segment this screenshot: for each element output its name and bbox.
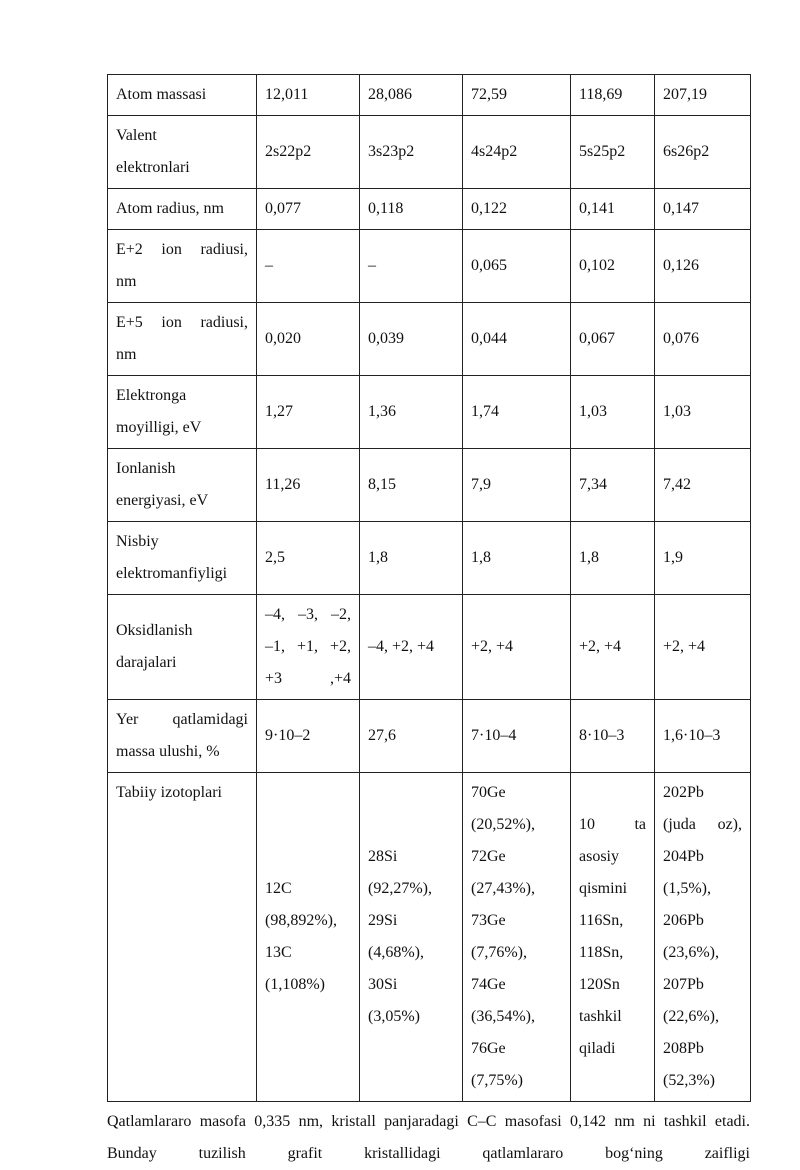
- cell-line: qiladi: [579, 1040, 616, 1057]
- cell-line: 28Si: [368, 848, 398, 865]
- cell-value: 1,8: [360, 522, 463, 595]
- cell-value: [571, 773, 655, 1102]
- cell-value: 1,6·10–3: [655, 700, 751, 773]
- cell-value: 1,74: [463, 376, 571, 449]
- cell-value: 2s22p2: [257, 116, 360, 189]
- table-row: [108, 230, 751, 303]
- cell-line: qismini: [579, 880, 628, 897]
- row-label: [108, 700, 257, 773]
- row-label: [108, 376, 257, 449]
- cell-line: (7,76%),: [471, 944, 527, 961]
- cell-value: 3s23p2: [360, 116, 463, 189]
- cell-value: [655, 773, 751, 1102]
- cell-value: +2, +4: [655, 595, 751, 700]
- row-label-line: massa ulushi, %: [116, 743, 220, 760]
- row-label: Atom massasi: [108, 75, 257, 116]
- row-label-line: darajalari: [116, 654, 177, 671]
- cell-line: 120Sn: [579, 976, 620, 993]
- cell-line: asosiy: [579, 848, 619, 865]
- cell-line: –1, +1, +2,: [265, 638, 351, 655]
- table-row: [108, 449, 751, 522]
- cell-line: tashkil: [579, 1008, 622, 1025]
- cell-line: (3,05%): [368, 1008, 420, 1025]
- row-label-line: Nisbiy: [116, 533, 159, 550]
- cell-line: 12C: [265, 880, 292, 897]
- cell-line: (1,5%),: [663, 880, 711, 897]
- body-paragraph: Qatlamlararo masofa 0,335 nm, kristall panjaradagi C–C masofasi 0,142 nm ni tashkil etadi. Bunday tuzilish grafit kristallidagi qatlamlararo bog‘ning zaifligi: [107, 1113, 750, 1162]
- cell-value: 9·10–2: [257, 700, 360, 773]
- row-label: Tabiiy izotoplari: [108, 773, 257, 1102]
- cell-value: 5s25p2: [571, 116, 655, 189]
- cell-line: 76Ge: [471, 1040, 506, 1057]
- cell-line: 74Ge: [471, 976, 506, 993]
- table-body: [108, 75, 751, 1102]
- row-label-line: elektronlari: [116, 159, 190, 176]
- row-label: [108, 449, 257, 522]
- cell-line: (92,27%),: [368, 880, 432, 897]
- cell-value: –: [360, 230, 463, 303]
- cell-line: 30Si: [368, 976, 398, 993]
- cell-value: 0,067: [571, 303, 655, 376]
- cell-value: 0,020: [257, 303, 360, 376]
- cell-value: 2,5: [257, 522, 360, 595]
- cell-value: 1,36: [360, 376, 463, 449]
- cell-line: –4, –3, –2,: [265, 606, 351, 623]
- cell-value: 0,102: [571, 230, 655, 303]
- cell-value: 8·10–3: [571, 700, 655, 773]
- cell-value: 28,086: [360, 75, 463, 116]
- cell-value: [360, 773, 463, 1102]
- cell-value: 1,9: [655, 522, 751, 595]
- cell-line: 208Pb: [663, 1040, 704, 1057]
- cell-value: 7·10–4: [463, 700, 571, 773]
- document-page: [107, 74, 751, 1170]
- cell-value: +2, +4: [463, 595, 571, 700]
- cell-value: 0,118: [360, 189, 463, 230]
- cell-line: (22,6%),: [663, 1008, 719, 1025]
- cell-value: [257, 773, 360, 1102]
- cell-value: 27,6: [360, 700, 463, 773]
- cell-value: 0,147: [655, 189, 751, 230]
- row-label: [108, 522, 257, 595]
- row-label: [108, 595, 257, 700]
- cell-value: –4, +2, +4: [360, 595, 463, 700]
- cell-line: 202Pb: [663, 784, 704, 801]
- cell-value: 7,42: [655, 449, 751, 522]
- cell-value: 0,126: [655, 230, 751, 303]
- cell-value: 11,26: [257, 449, 360, 522]
- cell-value: 0,077: [257, 189, 360, 230]
- table-row: [108, 773, 751, 1102]
- cell-line: 73Ge: [471, 912, 506, 929]
- row-label-line: elektromanfiyligi: [116, 565, 228, 582]
- row-label-line: moyilligi, eV: [116, 419, 202, 436]
- row-label: Atom radius, nm: [108, 189, 257, 230]
- cell-line: 70Ge: [471, 784, 506, 801]
- cell-line: 204Pb: [663, 848, 704, 865]
- cell-line: 10 ta: [579, 816, 646, 833]
- cell-value: 7,34: [571, 449, 655, 522]
- cell-value: 0,039: [360, 303, 463, 376]
- row-label-line: Ionlanish: [116, 460, 176, 477]
- cell-value: 0,076: [655, 303, 751, 376]
- row-label-line: Oksidlanish: [116, 622, 193, 639]
- element-properties-table: [107, 74, 751, 1102]
- table-row: [108, 376, 751, 449]
- cell-value: 1,03: [655, 376, 751, 449]
- cell-value: 0,065: [463, 230, 571, 303]
- table-row: [108, 595, 751, 700]
- table-row: [108, 303, 751, 376]
- cell-line: (36,54%),: [471, 1008, 535, 1025]
- row-label-line: Elektronga: [116, 387, 187, 404]
- cell-value: 8,15: [360, 449, 463, 522]
- row-label-line: nm: [116, 346, 137, 363]
- cell-value: 12,011: [257, 75, 360, 116]
- cell-value: –: [257, 230, 360, 303]
- row-label-line: Valent: [116, 127, 157, 144]
- cell-value: 1,8: [571, 522, 655, 595]
- table-row: [108, 189, 751, 230]
- cell-line: 206Pb: [663, 912, 704, 929]
- cell-line: (98,892%),: [265, 912, 337, 929]
- row-label-line: E+2 ion radiusi,: [116, 241, 248, 258]
- cell-value: 0,122: [463, 189, 571, 230]
- cell-line: (7,75%): [471, 1072, 523, 1089]
- row-label-line: Yer qatlamidagi: [116, 711, 248, 728]
- cell-line: 72Ge: [471, 848, 506, 865]
- cell-line: (juda oz),: [663, 816, 742, 833]
- cell-value: 72,59: [463, 75, 571, 116]
- cell-value: [463, 773, 571, 1102]
- table-row: [108, 116, 751, 189]
- cell-value: 1,03: [571, 376, 655, 449]
- cell-value: 6s26p2: [655, 116, 751, 189]
- table-row: [108, 75, 751, 116]
- cell-value: 0,141: [571, 189, 655, 230]
- cell-line: 116Sn,: [579, 912, 624, 929]
- cell-line: 207Pb: [663, 976, 704, 993]
- cell-line: (20,52%),: [471, 816, 535, 833]
- cell-line: (1,108%): [265, 976, 325, 993]
- cell-line: +3 ,+4: [265, 670, 351, 687]
- cell-line: (27,43%),: [471, 880, 535, 897]
- cell-line: (23,6%),: [663, 944, 719, 961]
- cell-value: [257, 595, 360, 700]
- cell-line: (4,68%),: [368, 944, 424, 961]
- row-label: [108, 116, 257, 189]
- cell-line: (52,3%): [663, 1072, 715, 1089]
- cell-value: 207,19: [655, 75, 751, 116]
- table-row: [108, 522, 751, 595]
- cell-value: +2, +4: [571, 595, 655, 700]
- table-row: [108, 700, 751, 773]
- row-label: [108, 230, 257, 303]
- row-label-line: energiyasi, eV: [116, 492, 209, 509]
- cell-value: 4s24p2: [463, 116, 571, 189]
- cell-value: 1,27: [257, 376, 360, 449]
- cell-value: 118,69: [571, 75, 655, 116]
- row-label-line: nm: [116, 273, 137, 290]
- row-label: [108, 303, 257, 376]
- row-label-line: E+5 ion radiusi,: [116, 314, 248, 331]
- cell-line: 13C: [265, 944, 292, 961]
- cell-value: 7,9: [463, 449, 571, 522]
- cell-line: 118Sn,: [579, 944, 624, 961]
- cell-value: 0,044: [463, 303, 571, 376]
- cell-value: 1,8: [463, 522, 571, 595]
- cell-line: 29Si: [368, 912, 398, 929]
